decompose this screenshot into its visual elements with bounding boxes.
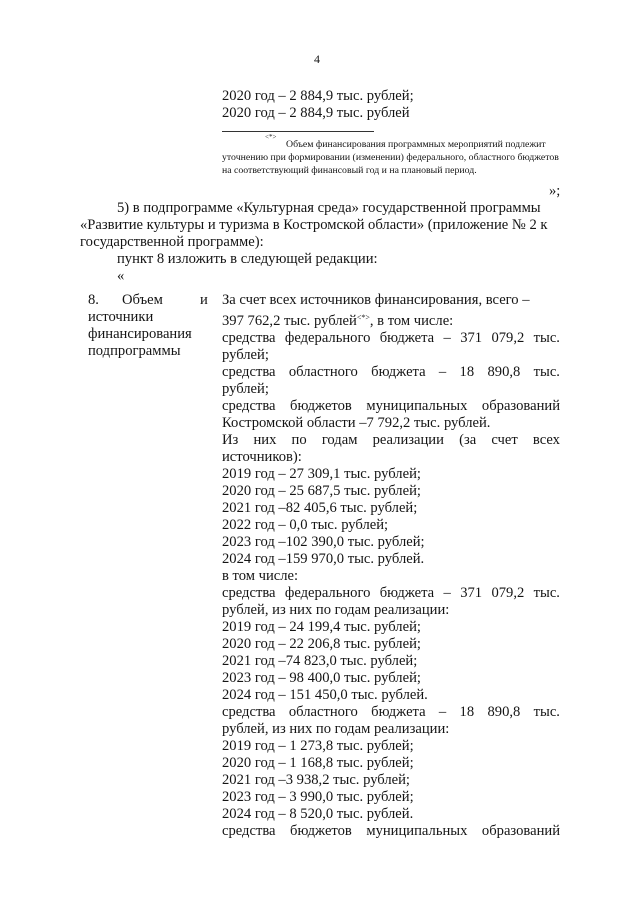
municipal-line-2: Костромской области –7 792,2 тыс. рублей. (222, 415, 491, 431)
municipal-years-line-1 (222, 823, 560, 840)
total-value: 397 762,2 тыс. рублей (222, 313, 357, 329)
word: федерального (284, 585, 371, 601)
word: счет (491, 432, 518, 448)
word: тыс. (533, 364, 560, 380)
regional-years-line-2: рублей, из них по годам реализации: (222, 721, 450, 737)
page-number: 4 (314, 52, 320, 66)
list-item: 2020 год – 25 687,5 тыс. рублей; (222, 483, 421, 499)
word: бюджета (379, 330, 435, 346)
word: тыс. (533, 585, 560, 601)
list-item: 2019 год – 1 273,8 тыс. рублей; (222, 738, 414, 754)
list-item: 2023 год – 98 400,0 тыс. рублей; (222, 670, 421, 686)
word: бюджетов (290, 823, 352, 839)
word: всех (532, 432, 560, 448)
word: муниципальных (366, 398, 468, 414)
word: Из (222, 432, 239, 448)
word: 371 (460, 585, 483, 601)
footnote-marker: <*> (265, 133, 277, 141)
footnote-line-2: уточнению при формировании (изменении) федерального, областного бюджетов (222, 152, 559, 163)
regional-years-line-1 (222, 704, 560, 721)
list-item: 2021 год –74 823,0 тыс. рублей; (222, 653, 418, 669)
word: тыс. (533, 330, 560, 346)
row-number: 8. (88, 292, 99, 308)
list-item: 2019 год – 27 309,1 тыс. рублей; (222, 466, 421, 482)
total-line (222, 309, 560, 330)
word: реализации (372, 432, 444, 448)
label-word-and: и (200, 292, 208, 308)
list-item: 2022 год – 0,0 тыс. рублей; (222, 517, 389, 533)
word: средства (222, 823, 276, 839)
word: 18 (459, 364, 475, 380)
word: тыс. (533, 704, 560, 720)
word: них (253, 432, 277, 448)
total-footnote-marker: <*> (356, 313, 370, 322)
word: 079,2 (491, 585, 525, 601)
federal-years-list (222, 619, 560, 704)
list-item: 2019 год – 24 199,4 тыс. рублей; (222, 619, 421, 635)
federal-years-line-2: рублей, из них по годам реализации: (222, 602, 450, 618)
including-label: в том числе: (222, 568, 299, 584)
footnote-line-1: Объем финансирования программных мероприятий подлежит (286, 139, 546, 150)
word: 371 (460, 330, 483, 346)
total-suffix: , в том числе: (369, 313, 454, 329)
municipal-line-1 (222, 398, 560, 415)
word: 890,8 (487, 704, 521, 720)
word: областного (288, 704, 358, 720)
word: – (443, 585, 451, 601)
list-item: 2024 год –159 970,0 тыс. рублей. (222, 551, 425, 567)
all-years-list (222, 466, 560, 568)
regional-line-2: рублей; (222, 381, 269, 397)
word: бюджета (379, 585, 435, 601)
list-item: 2024 год – 151 450,0 тыс. рублей. (222, 687, 428, 703)
word: (за (459, 432, 477, 448)
federal-line-1 (222, 330, 560, 347)
footnote-divider (222, 131, 374, 132)
word: областного (288, 364, 358, 380)
footnote-line-3: на соответствующий финансовый год и на плановый период. (222, 165, 477, 176)
top-line-1: 2020 год – 2 884,9 тыс. рублей; (222, 88, 414, 104)
word: федерального (284, 330, 371, 346)
word: средства (222, 585, 276, 601)
word: годам (321, 432, 358, 448)
label-line-3: финансирования (88, 326, 192, 342)
open-quote: « (117, 268, 125, 284)
financing-details (222, 292, 560, 840)
word: средства (222, 330, 276, 346)
word: муниципальных (366, 823, 468, 839)
word: 079,2 (491, 330, 525, 346)
list-item: 2020 год – 1 168,8 тыс. рублей; (222, 755, 414, 771)
regional-years-list (222, 738, 560, 823)
item5-line-1: 5) в подпрограмме «Культурная среда» государственной программы (117, 200, 541, 216)
word: – (443, 330, 451, 346)
word: по (291, 432, 307, 448)
word: бюджета (371, 364, 426, 380)
item5-line-2: «Развитие культуры и туризма в Костромской области» (приложение № 2 к (80, 217, 548, 233)
top-line-2: 2020 год – 2 884,9 тыс. рублей (222, 105, 410, 121)
label-line-2: источники (88, 309, 154, 325)
word: средства (222, 704, 276, 720)
word: средства (222, 398, 276, 414)
regional-line-1 (222, 364, 560, 381)
word: бюджета (371, 704, 426, 720)
list-item: 2023 год – 3 990,0 тыс. рублей; (222, 789, 414, 805)
list-item: 2023 год –102 390,0 тыс. рублей; (222, 534, 425, 550)
label-word-volume: Объем (122, 292, 163, 308)
item5-line-3: государственной программе): (80, 234, 264, 250)
list-item: 2020 год – 22 206,8 тыс. рублей; (222, 636, 421, 652)
list-item: 2024 год – 8 520,0 тыс. рублей. (222, 806, 414, 822)
word: образований (481, 823, 560, 839)
label-line-4: подпрограммы (88, 343, 181, 359)
word: 18 (459, 704, 475, 720)
word: 890,8 (487, 364, 521, 380)
word: – (438, 364, 447, 380)
closing-quote: »; (549, 183, 561, 199)
years-intro-line-2: источников): (222, 449, 302, 465)
list-item: 2021 год –3 938,2 тыс. рублей; (222, 772, 410, 788)
federal-years-line-1 (222, 585, 560, 602)
list-item: 2021 год –82 405,6 тыс. рублей; (222, 500, 418, 516)
word: средства (222, 364, 276, 380)
years-intro-line-1 (222, 432, 560, 449)
word: – (438, 704, 447, 720)
federal-line-2: рублей; (222, 347, 269, 363)
intro-line: За счет всех источников финансирования, всего – (222, 292, 530, 308)
word: образований (481, 398, 560, 414)
word: бюджетов (290, 398, 352, 414)
instruction-text: пункт 8 изложить в следующей редакции: (117, 251, 378, 267)
